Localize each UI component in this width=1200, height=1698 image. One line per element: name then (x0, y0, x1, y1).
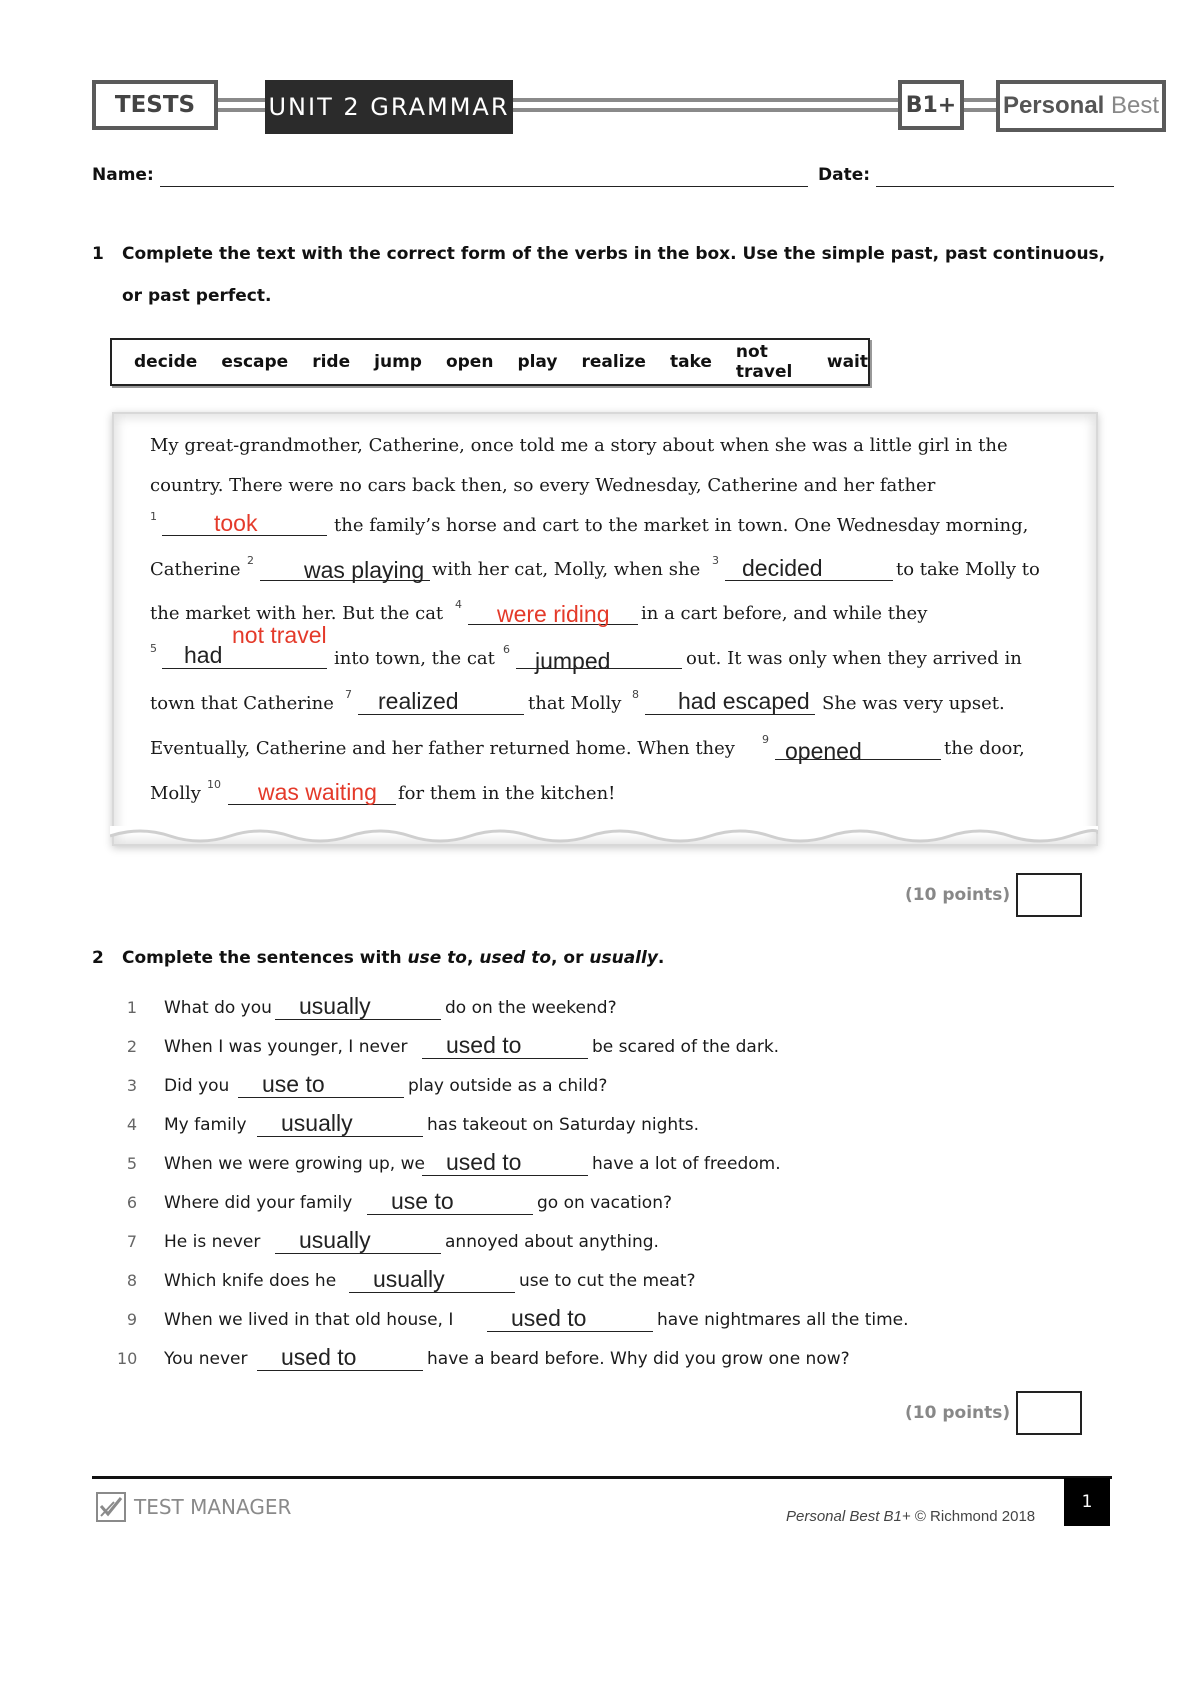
sentence-answer: use to (391, 1188, 454, 1214)
test-manager-icon (96, 1492, 126, 1522)
sentence-answer: usually (299, 1227, 371, 1253)
sentence-answer: use to (262, 1071, 325, 1097)
section1-instruction-2: or past perfect. (122, 286, 272, 306)
sentence-after: use to cut the meat? (519, 1271, 696, 1291)
tests-label: TESTS (92, 80, 218, 130)
footer-rule (92, 1476, 1112, 1479)
sentence-answer: used to (511, 1305, 587, 1331)
word-box (110, 338, 870, 386)
gap-number: 9 (762, 733, 769, 746)
gap-number: 1 (150, 510, 157, 523)
footer-copyright: Personal Best B1+ © Richmond 2018 (786, 1508, 1036, 1525)
story-line-4a: Catherine (150, 559, 241, 580)
sentence-answer: usually (373, 1266, 445, 1292)
answer-8: had escaped (678, 688, 810, 714)
story-line-9b: for them in the kitchen! (398, 783, 616, 804)
word-box-item: decide (134, 352, 198, 372)
date-field[interactable] (876, 186, 1114, 187)
story-line-8a: Eventually, Catherine and her father returned home. When they (150, 738, 735, 759)
story-line-8b: the door, (944, 738, 1025, 759)
sentence-before: Where did your family (164, 1193, 353, 1213)
story-line-7c: She was very upset. (822, 693, 1005, 714)
sentence-answer: usually (299, 993, 371, 1019)
story-line-5a: the market with her. But the cat (150, 603, 444, 624)
gap-number: 6 (503, 643, 510, 656)
sentence-number: 8 (126, 1271, 137, 1290)
word-box-item: jump (374, 352, 422, 372)
word-box-item: not travel (735, 342, 793, 382)
sentence-after: play outside as a child? (408, 1076, 608, 1096)
brand-logo (996, 80, 1166, 132)
gap-number: 4 (455, 598, 462, 611)
gap-number: 10 (207, 778, 221, 791)
section2-score-box[interactable] (1016, 1391, 1082, 1435)
story-line-6b: out. It was only when they arrived in (686, 648, 1022, 669)
sentence-number: 1 (126, 998, 137, 1017)
answer-5-correction: not travel (232, 622, 327, 648)
story-line-3: the family’s horse and cart to the market in town. One Wednesday morning, (334, 515, 1029, 536)
test-manager-logo (96, 1492, 291, 1522)
sentence-number: 3 (126, 1076, 137, 1095)
sentence-after: annoyed about anything. (445, 1232, 659, 1252)
sentence-after: have nightmares all the time. (657, 1310, 909, 1330)
section1-points: (10 points) (905, 885, 1011, 905)
word-box-item: ride (312, 352, 351, 372)
gap-number: 8 (632, 688, 639, 701)
sentence-number: 4 (126, 1115, 137, 1134)
story-line-6a: into town, the cat (334, 648, 495, 669)
gap-number: 3 (712, 554, 719, 567)
answer-10: was waiting (258, 779, 377, 805)
sentence-answer: usually (281, 1110, 353, 1136)
test-manager-text: TEST MANAGER (134, 1495, 292, 1519)
unit-title: UNIT 2 GRAMMAR (265, 80, 513, 134)
sentence-number: 5 (126, 1154, 137, 1173)
sentence-after: have a lot of freedom. (592, 1154, 781, 1174)
word-box-item: open (445, 352, 494, 372)
answer-6: jumped (535, 648, 611, 674)
word-box-item: take (669, 352, 712, 372)
answer-2: was playing (304, 557, 425, 583)
sentence-number: 2 (126, 1037, 137, 1056)
story-card-wavy-edge (110, 826, 1098, 850)
story-line-1: My great-grandmother, Catherine, once told me a story about when she was a little girl in the (150, 435, 1008, 456)
answer-7: realized (378, 688, 459, 714)
story-line-9a: Molly (150, 783, 201, 804)
sentence-before: You never (164, 1349, 248, 1369)
sentence-number: 9 (126, 1310, 137, 1329)
gap-number: 2 (247, 554, 254, 567)
sentence-before: My family (164, 1115, 247, 1135)
sentence-answer: used to (446, 1149, 522, 1175)
story-line-7b: that Molly (528, 693, 622, 714)
word-box-item: play (517, 352, 558, 372)
gap-number: 5 (150, 642, 157, 655)
sentence-before: When we lived in that old house, I (164, 1310, 454, 1330)
answer-3: decided (742, 555, 823, 581)
sentence-after: have a beard before. Why did you grow one now? (427, 1349, 850, 1369)
gap-number: 7 (345, 688, 352, 701)
story-line-4c: to take Molly to (896, 559, 1040, 580)
section1-score-box[interactable] (1016, 873, 1082, 917)
sentence-before: Did you (164, 1076, 230, 1096)
name-field[interactable] (160, 186, 808, 187)
sentence-before: When we were growing up, we (164, 1154, 425, 1174)
sentence-after: be scared of the dark. (592, 1037, 780, 1057)
story-line-5b: in a cart before, and while they (641, 603, 928, 624)
sentence-number: 6 (126, 1193, 137, 1212)
answer-1: took (214, 510, 258, 536)
brand-personal: Personal (1002, 92, 1105, 119)
level-badge: B1+ (898, 80, 964, 130)
sentence-before: He is never (164, 1232, 261, 1252)
answer-4: were riding (497, 601, 610, 627)
word-box-item: realize (581, 352, 646, 372)
section1-number: 1 (92, 244, 104, 264)
answer-5: had (184, 642, 223, 668)
section2-instruction: Complete the sentences with use to, used to, or usually. (122, 948, 665, 968)
sentence-after: has takeout on Saturday nights. (427, 1115, 700, 1135)
sentence-answer: used to (446, 1032, 522, 1058)
section2-number: 2 (92, 948, 104, 968)
sentence-answer: used to (281, 1344, 357, 1370)
sentence-after: go on vacation? (537, 1193, 673, 1213)
story-line-7a: town that Catherine (150, 693, 334, 714)
page-number: 1 (1064, 1478, 1110, 1526)
answer-9: opened (785, 738, 862, 764)
sentence-number: 10 (117, 1349, 138, 1368)
name-label: Name: (92, 165, 154, 185)
sentence-before: Which knife does he (164, 1271, 337, 1291)
section2-points: (10 points) (905, 1403, 1011, 1423)
date-label: Date: (818, 165, 871, 185)
section1-instruction-1: Complete the text with the correct form of the verbs in the box. Use the simple past, past continuous, (122, 244, 1106, 264)
sentence-after: do on the weekend? (445, 998, 617, 1018)
sentence-before: What do you (164, 998, 272, 1018)
brand-best: Best (1111, 92, 1160, 119)
word-box-item: wait (826, 352, 868, 372)
story-line-2: country. There were no cars back then, so every Wednesday, Catherine and her father (150, 475, 936, 496)
sentence-before: When I was younger, I never (164, 1037, 408, 1057)
story-line-4b: with her cat, Molly, when she (432, 559, 701, 580)
sentence-number: 7 (126, 1232, 137, 1251)
word-box-item: escape (221, 352, 289, 372)
